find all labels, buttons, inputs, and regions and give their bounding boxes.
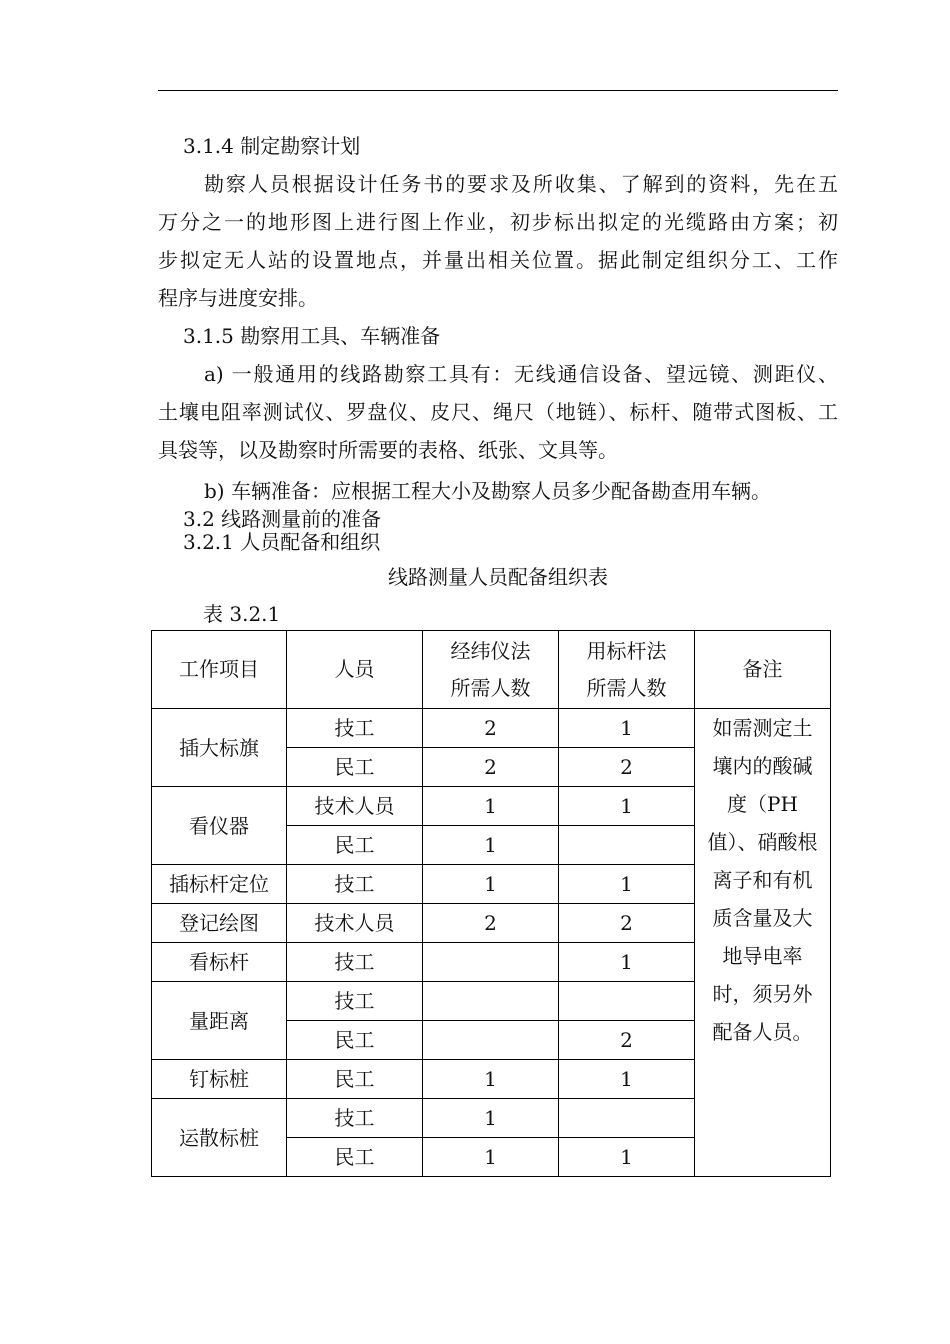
section-3-1-5-heading: 3.1.5 勘察用工具、车辆准备 [183, 324, 441, 348]
section-3-2-heading: 3.2 线路测量前的准备 [183, 507, 382, 531]
pole-cell: 2 [559, 904, 695, 943]
item-cell: 看仪器 [152, 787, 287, 865]
paragraph-line: 程序与进度安排。 [158, 286, 318, 310]
staff-cell: 民工 [287, 826, 423, 865]
item-cell: 看标杆 [152, 943, 287, 982]
staff-cell: 民工 [287, 1060, 423, 1099]
staff-cell: 民工 [287, 1138, 423, 1177]
item-cell: 登记绘图 [152, 904, 287, 943]
header-theodolite [423, 631, 559, 709]
pole-cell [559, 1099, 695, 1138]
paragraph-line: b) 车辆准备：应根据工程大小及勘察人员多少配备勘查用车辆。 [204, 479, 771, 503]
pole-cell: 1 [559, 865, 695, 904]
section-3-2-1-heading: 3.2.1 人员配备和组织 [183, 530, 381, 554]
theodolite-cell: 1 [423, 1060, 559, 1099]
theodolite-cell: 1 [423, 1099, 559, 1138]
header-pole-line2: 所需人数 [586, 675, 667, 700]
pole-cell [559, 826, 695, 865]
theodolite-cell [423, 982, 559, 1021]
table-header-row [152, 631, 831, 709]
staff-cell: 技工 [287, 982, 423, 1021]
item-cell: 插大标旗 [152, 709, 287, 787]
pole-cell: 2 [559, 748, 695, 787]
theodolite-cell: 1 [423, 826, 559, 865]
pole-cell: 2 [559, 1021, 695, 1060]
item-cell: 钉标桩 [152, 1060, 287, 1099]
staff-cell: 技术人员 [287, 787, 423, 826]
header-theodolite-line1: 经纬仪法 [450, 638, 531, 663]
staff-cell: 技术人员 [287, 904, 423, 943]
header-rule [158, 90, 838, 91]
paragraph-line: a) 一般通用的线路勘察工具有：无线通信设备、望远镜、测距仪、 [204, 362, 838, 386]
pole-cell: 1 [559, 709, 695, 748]
staffing-table [151, 630, 831, 1177]
paragraph-line: 勘察人员根据设计任务书的要求及所收集、了解到的资料，先在五 [204, 172, 838, 196]
section-3-1-4-heading: 3.1.4 制定勘察计划 [183, 134, 361, 158]
theodolite-cell [423, 1021, 559, 1060]
theodolite-cell: 1 [423, 787, 559, 826]
paragraph-line: 万分之一的地形图上进行图上作业，初步标出拟定的光缆路由方案；初 [158, 210, 838, 234]
staff-cell: 技工 [287, 709, 423, 748]
staff-cell: 技工 [287, 1099, 423, 1138]
staff-cell: 民工 [287, 1021, 423, 1060]
pole-cell: 1 [559, 1138, 695, 1177]
paragraph-line: 具袋等，以及勘察时所需要的表格、纸张、文具等。 [158, 438, 618, 462]
header-theodolite-line2: 所需人数 [450, 675, 531, 700]
theodolite-cell [423, 943, 559, 982]
header-remark: 备注 [695, 631, 831, 709]
table-number: 表 3.2.1 [203, 602, 281, 626]
item-cell: 插标杆定位 [152, 865, 287, 904]
pole-cell: 1 [559, 943, 695, 982]
pole-cell: 1 [559, 787, 695, 826]
theodolite-cell: 2 [423, 748, 559, 787]
pole-cell [559, 982, 695, 1021]
item-cell: 运散标桩 [152, 1099, 287, 1177]
remark-cell: 如需测定土壤内的酸碱度（PH值）、硝酸根离子和有机质含量及大地导电率时，须另外配备人员。 [695, 709, 831, 1177]
header-pole [559, 631, 695, 709]
staff-cell: 民工 [287, 748, 423, 787]
staff-cell: 技工 [287, 943, 423, 982]
header-pole-line1: 用标杆法 [586, 638, 667, 663]
item-cell: 量距离 [152, 982, 287, 1060]
theodolite-cell: 1 [423, 865, 559, 904]
pole-cell: 1 [559, 1060, 695, 1099]
table-title: 线路测量人员配备组织表 [388, 565, 608, 589]
theodolite-cell: 2 [423, 904, 559, 943]
staff-cell: 技工 [287, 865, 423, 904]
table-row [152, 709, 831, 748]
paragraph-line: 土壤电阻率测试仪、罗盘仪、皮尺、绳尺（地链）、标杆、随带式图板、工 [158, 400, 838, 424]
header-staff: 人员 [287, 631, 423, 709]
paragraph-line: 步拟定无人站的设置地点，并量出相关位置。据此制定组织分工、工作 [158, 248, 838, 272]
header-item: 工作项目 [152, 631, 287, 709]
theodolite-cell: 1 [423, 1138, 559, 1177]
theodolite-cell: 2 [423, 709, 559, 748]
